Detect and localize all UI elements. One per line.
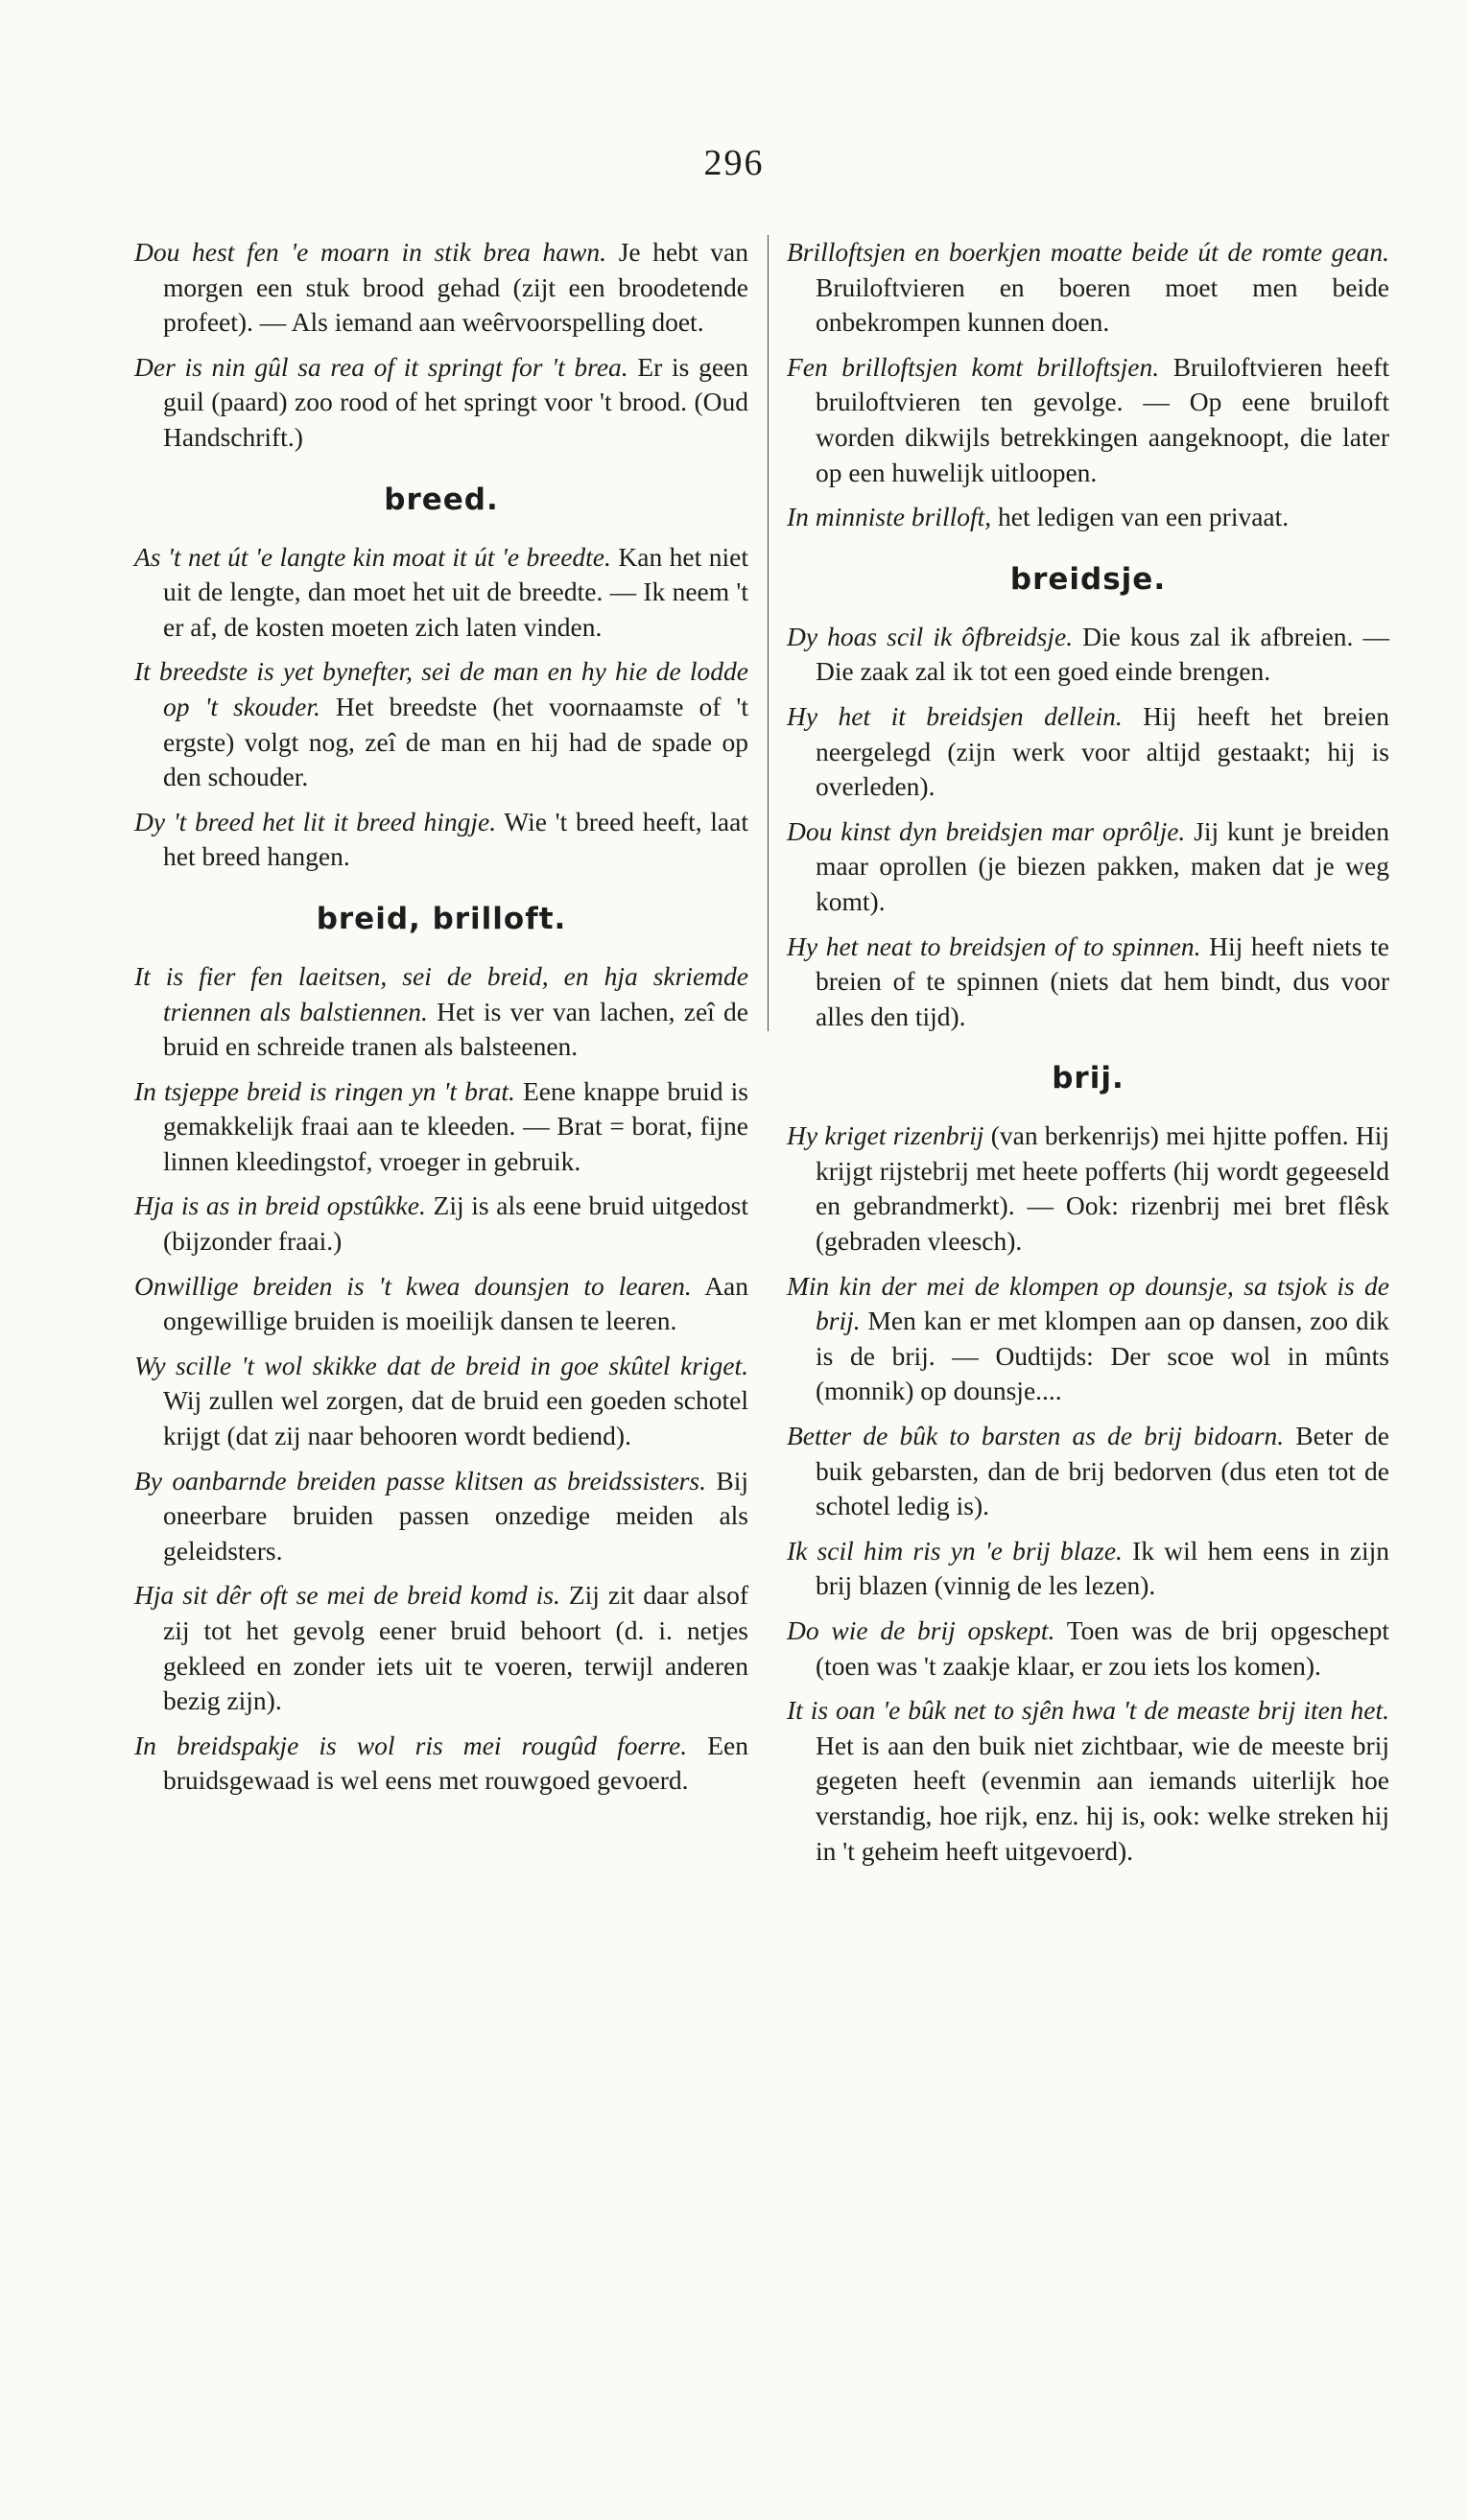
dutch-explanation: Het breedste (het voornaamste of 't ergste) volgt nog, zeî de man en hij had de spade op den schouder. — [163, 691, 748, 792]
dutch-explanation: Beter de buik gebarsten, dan de brij bedorven (dus eten tot de schotel ledig is). — [816, 1421, 1389, 1521]
dutch-explanation: Eene knappe bruid is gemakkelijk fraai aan te kleeden. — Brat = borat, fijne linnen kleedingstof, vroeger in gebruik. — [163, 1075, 749, 1176]
frisian-proverb: Hy het neat to breidsjen of to spinnen. — [787, 930, 1201, 961]
frisian-proverb: Dy 't breed het lit it breed hingje. — [134, 806, 497, 836]
dutch-explanation: Er is geen guil (paard) zoo rood of het springt voor 't brood. (Oud Handschrift.) — [163, 351, 748, 452]
proverb-entry — [787, 1119, 1389, 1259]
proverb-entry — [134, 1349, 748, 1454]
proverb-entry — [134, 1578, 748, 1718]
frisian-proverb: In breidspakje is wol ris mei rougûd foerre. — [134, 1730, 688, 1760]
dutch-explanation: Zij is als eene bruid uitgedost (bijzonder fraai.) — [163, 1190, 749, 1257]
heading-breed: breed. — [384, 482, 499, 517]
page-number: 296 — [703, 143, 765, 183]
dutch-explanation: Wie 't breed heeft, laat het breed hangen. — [163, 806, 748, 872]
frisian-proverb: In minniste brilloft, — [787, 502, 992, 532]
frisian-proverb: Hja sit dêr oft se mei de breid komd is. — [134, 1580, 560, 1611]
dutch-explanation: Wij zullen wel zorgen, dat de bruid een goeden schotel krijgt (dat zij naar behooren wordt bediend). — [163, 1385, 748, 1451]
frisian-proverb: Hy het it breidsjen dellein. — [787, 700, 1123, 731]
frisian-proverb: Der is nin gûl sa rea of it springt for 't brea. — [134, 351, 628, 382]
frisian-proverb: Min kin der mei de klompen op dounsje, sa tsjok is de brij. — [787, 1270, 1389, 1336]
frisian-proverb: Do wie de brij opskept. — [787, 1615, 1055, 1645]
dutch-explanation: het ledigen van een privaat. — [998, 502, 1290, 532]
proverb-entry — [134, 1729, 748, 1799]
frisian-proverb: Ik scil him ris yn 'e brij blaze. — [787, 1535, 1123, 1566]
right-pre-entries — [787, 235, 1389, 535]
proverb-entry — [787, 500, 1389, 535]
dutch-explanation: Je hebt van morgen een stuk brood gehad (zijt een broodetende profeet). — Als iemand aan weêrvoorspelling doet. — [163, 237, 748, 338]
dutch-explanation: Bruiloftvieren heeft bruiloftvieren ten gevolge. — Op eene bruiloft worden dikwijls betrekkingen aangeknoopt, die later op een huwelijk uitloopen. — [816, 351, 1390, 487]
dutch-explanation: Die kous zal ik afbreien. — Die zaak zal ik tot een goed einde brengen. — [816, 621, 1389, 687]
frisian-proverb: It is oan 'e bûk net to sjên hwa 't de measte brij iten het. — [787, 1695, 1389, 1726]
dutch-explanation: Zij zit daar alsof zij tot het gevolg eener bruid behoort (d. i. netjes gekleed en zonder iets uit te voeren, terwijl anderen bezig zijn). — [163, 1580, 749, 1716]
left-sec2-entries — [134, 959, 748, 1799]
proverb-entry — [787, 1613, 1389, 1684]
dutch-explanation: Toen was de brij opgeschept (toen was 't zaakje klaar, er zou iets los komen). — [816, 1615, 1389, 1681]
frisian-proverb: In tsjeppe breid is ringen yn 't brat. — [134, 1075, 515, 1106]
frisian-proverb: Dou hest fen 'e moarn in stik brea hawn. — [134, 237, 606, 267]
proverb-entry — [787, 350, 1389, 490]
frisian-proverb: Onwillige breiden is 't kwea dounsjen to learen. — [134, 1270, 692, 1301]
proverb-entry — [134, 1464, 748, 1569]
dutch-explanation: Hij heeft niets te breien of te spinnen (niets dat hem bindt, dus voor alles den tijd). — [816, 930, 1389, 1031]
proverb-entry — [787, 930, 1389, 1035]
frisian-proverb: Dou kinst dyn breidsjen mar oprôlje. — [787, 815, 1186, 846]
proverb-entry — [134, 959, 748, 1065]
dutch-explanation: Ik wil hem eens in zijn brij blazen (vinnig de les lezen). — [816, 1535, 1390, 1601]
heading-breidsje: breidsje. — [1009, 561, 1167, 597]
dutch-explanation: Bruiloftvieren en boeren moet men beide onbekrompen kunnen doen. — [816, 271, 1389, 338]
proverb-entry — [134, 235, 748, 341]
proverb-entry — [134, 654, 748, 794]
frisian-proverb: As 't net út 'e langte kin moat it út 'e breedte. — [134, 541, 611, 572]
proverb-entry — [787, 814, 1389, 920]
dutch-explanation: Aan ongewillige bruiden is moeilijk dansen te leeren. — [163, 1270, 749, 1336]
dutch-explanation: Een bruidsgewaad is wel eens met rouwgoed gevoerd. — [163, 1730, 748, 1796]
frisian-proverb: By oanbarnde breiden passe klitsen as breidssisters. — [134, 1465, 706, 1496]
right-sec1-entries — [787, 620, 1389, 1035]
left-pre-entries — [134, 235, 748, 456]
proverb-entry — [134, 350, 748, 456]
dutch-explanation: Jij kunt je breiden maar oprollen (je biezen pakken, maken dat je weg komt). — [816, 815, 1389, 916]
proverb-entry — [787, 1693, 1389, 1869]
frisian-proverb: Hy kriget rizenbrij — [787, 1120, 984, 1151]
heading-brij: brij. — [1052, 1061, 1125, 1096]
proverb-entry — [134, 1189, 748, 1259]
left-sec1-entries — [134, 540, 748, 875]
dutch-explanation: (van berkenrijs) mei hjitte poffen. Hij krijgt rijstebrij met heete pofferts (hij wordt gegeeseld en gebrandmerkt). — Ook: rizenbrij mei bret flêsk (gebraden vleesch). — [816, 1120, 1390, 1257]
proverb-entry — [787, 1269, 1389, 1409]
dutch-explanation: Het is ver van lachen, zeî de bruid en schreide tranen als balsteenen. — [163, 996, 748, 1062]
frisian-proverb: Better de bûk to barsten as de brij bidoarn. — [787, 1421, 1285, 1451]
dutch-explanation: Het is aan den buik niet zichtbaar, wie de meeste brij gegeten heeft (evenmin aan iemands uiterlijk hoe verstandig, hoe rijk, enz. hij is, ook: welke streken hij in 't geheim heeft uitgevoerd). — [816, 1730, 1389, 1866]
frisian-proverb: Brilloftsjen en boerkjen moatte beide út de romte gean. — [787, 237, 1389, 267]
proverb-entry — [787, 1419, 1389, 1524]
frisian-proverb: It is fier fen laeitsen, sei de breid, en hja skriemde triennen als balstiennen. — [134, 960, 748, 1026]
proverb-entry — [787, 1534, 1389, 1604]
right-sec2-entries — [787, 1119, 1389, 1869]
left-column — [134, 235, 748, 1808]
heading-breid-brilloft: breid, brilloft. — [316, 901, 567, 936]
column-divider — [768, 235, 769, 1031]
frisian-proverb: Wy scille 't wol skikke dat de breid in goe skûtel kriget. — [134, 1350, 748, 1380]
proverb-entry — [787, 699, 1389, 805]
proverb-entry — [134, 1074, 748, 1180]
right-column — [787, 235, 1389, 1878]
proverb-entry — [787, 235, 1389, 341]
proverb-entry — [134, 1269, 748, 1339]
frisian-proverb: Hja is as in breid opstûkke. — [134, 1190, 426, 1221]
dutch-explanation: Kan het niet uit de lengte, dan moet het uit de breedte. — Ik neem 't er af, de kosten moeten zich laten vinden. — [163, 541, 748, 642]
frisian-proverb: Dy hoas scil ik ôfbreidsje. — [787, 621, 1074, 651]
dutch-explanation: Hij heeft het breien neergelegd (zijn werk voor altijd gestaakt; hij is overleden). — [816, 700, 1389, 802]
dutch-explanation: Men kan er met klompen aan op dansen, zoo dik is de brij. — Oudtijds: Der scoe wol in mûnts (monnik) op dounsje.... — [816, 1306, 1389, 1406]
frisian-proverb: Fen brilloftsjen komt brilloftsjen. — [787, 351, 1160, 382]
frisian-proverb: It breedste is yet bynefter, sei de man en hy hie de lodde op 't skouder. — [134, 656, 748, 721]
proverb-entry — [787, 620, 1389, 690]
dutch-explanation: Bij oneerbare bruiden passen onzedige meiden als geleidsters. — [163, 1465, 749, 1566]
proverb-entry — [134, 540, 748, 646]
proverb-entry — [134, 805, 748, 875]
